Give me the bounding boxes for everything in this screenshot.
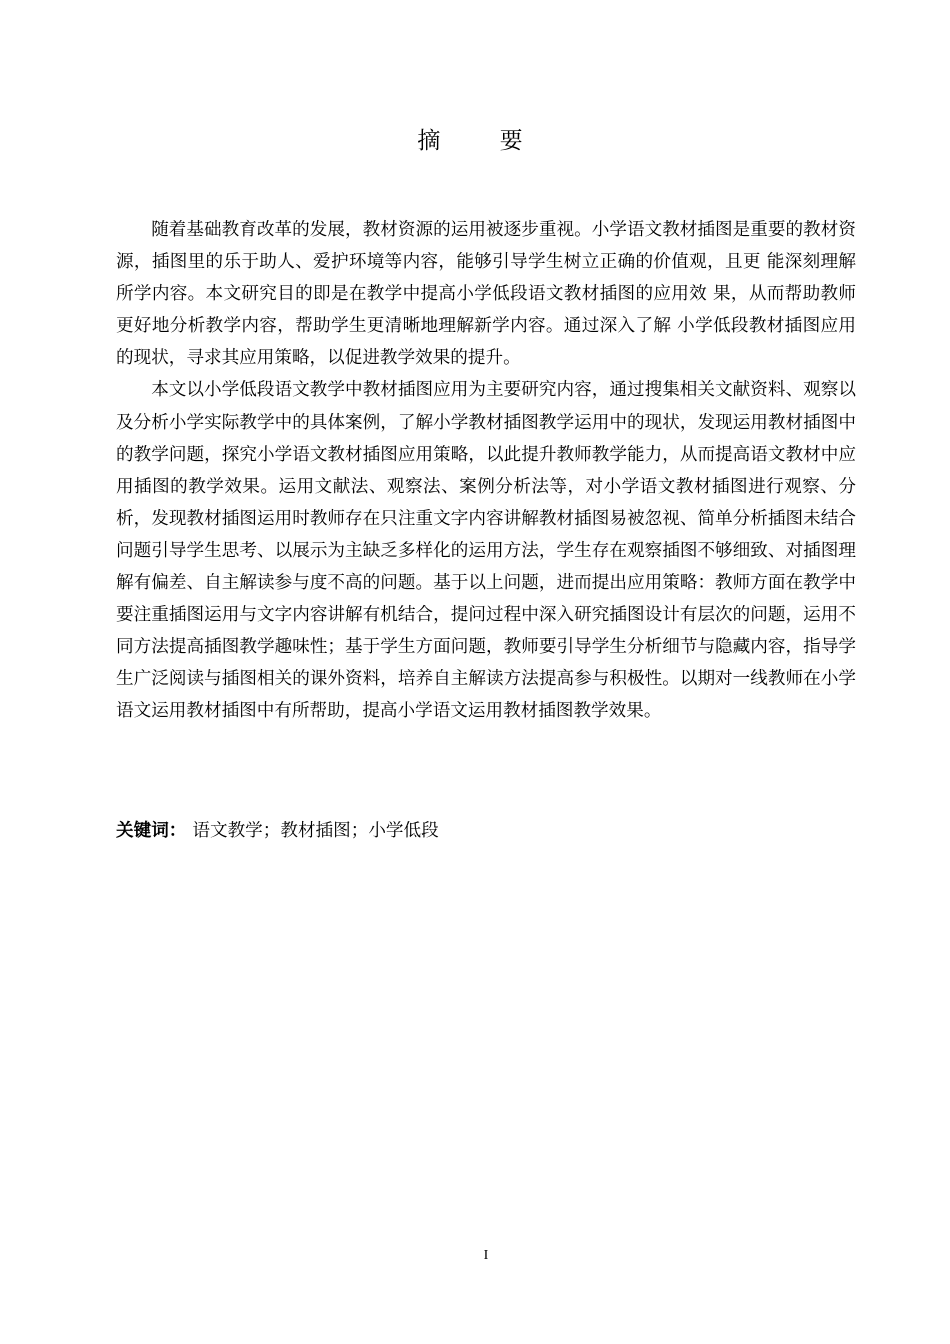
- abstract-body: [116, 214, 856, 728]
- keywords-line: [116, 817, 439, 845]
- page-title: 摘 要: [417, 128, 549, 154]
- abstract-paragraph-2: 本文以小学低段语文教学中教材插图应用为主要研究内容，通过搜集相关文献资料、观察以及分析小学实际教学中的具体案例，了解小学教材插图教学运用中的现状，发现运用教材插图中的教学问题，探究小学语文教材插图应用策略，以此提升教师教学能力，从而提高语文教材中应用插图的教学效果。运用文献法、观察法、案例分析法等，对小学语文教材插图进行观察、分析，发现教材插图运用时教师存在只注重文字内容讲解教材插图易被忽视、简单分析插图未结合问题引导学生思考、以展示为主缺乏多样化的运用方法，学生存在观察插图不够细致、对插图理解有偏差、自主解读参与度不高的问题。基于以上问题，进而提出应用策略：教师方面在教学中要注重插图运用与文字内容讲解有机结合，提问过程中深入研究插图设计有层次的问题，运用不同方法提高插图教学趣味性；基于学生方面问题，教师要引导学生分析细节与隐藏内容，指导学生广泛阅读与插图相关的课外资料，培养自主解读方法提高参与积极性。以期对一线教师在小学语文运用教材插图中有所帮助，提高小学语文运用教材插图教学效果。: [116, 380, 856, 722]
- keywords-label: 关键词：: [116, 821, 187, 841]
- abstract-paragraph-1: 随着基础教育改革的发展，教材资源的运用被逐步重视。小学语文教材插图是重要的教材资源，插图里的乐于助人、爱护环境等内容，能够引导学生树立正确的价值观，且更 能深刻理解所学内容。本文研究目的即是在教学中提高小学低段语文教材插图的应用效 果，从而帮助教师更好地分析教学内容，帮助学生更清晰地理解新学内容。通过深入了解 小学低段教材插图应用的现状，寻求其应用策略，以促进教学效果的提升。: [116, 220, 856, 369]
- page-number: I: [483, 1248, 489, 1263]
- keywords-value: 语文教学；教材插图；小学低段: [192, 821, 439, 841]
